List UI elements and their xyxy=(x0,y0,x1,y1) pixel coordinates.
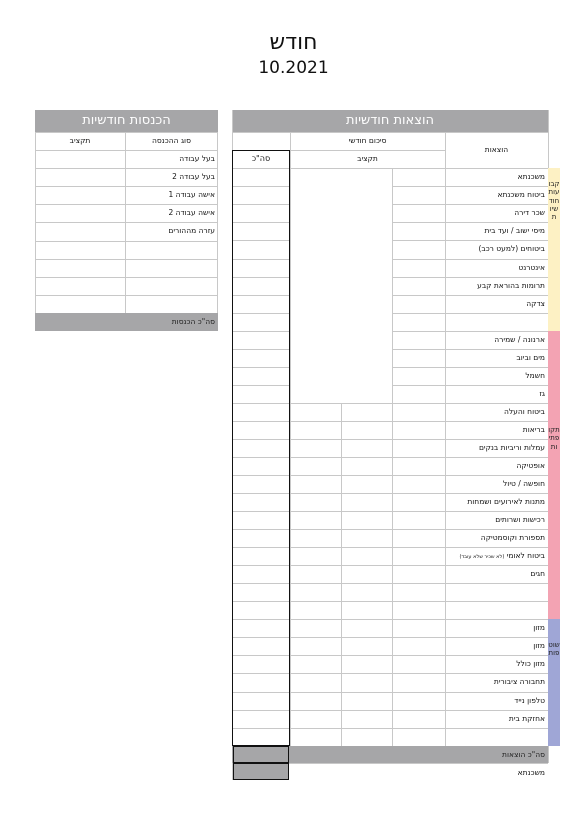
income-budget-cell[interactable] xyxy=(35,222,125,240)
exp-col-line xyxy=(341,403,342,746)
exp-col-total: סה"כ xyxy=(251,154,271,163)
expense-row-label: מים וביוב xyxy=(516,353,545,362)
expense-row-label: ביטוח והעלה xyxy=(503,407,545,416)
expense-row-label: טלפון נייד xyxy=(514,696,545,705)
exp-col-summary: סיכום חודשי xyxy=(348,136,387,145)
expense-row-label: מזון כולל xyxy=(516,659,545,668)
page-date: 10.2021 xyxy=(258,58,329,78)
income-row-label: עזרה מההורים xyxy=(168,226,215,235)
exp-col-budget: תקציב xyxy=(357,154,378,163)
expense-row-label: תחבורה ציבורית xyxy=(493,677,545,686)
income-budget-cell[interactable] xyxy=(35,150,125,168)
expense-row-label: מזון xyxy=(533,623,545,632)
fixed-band-label: קבועות חודשיות xyxy=(548,180,560,222)
income-budget-cell[interactable] xyxy=(35,168,125,186)
income-row-label: בעל עבודה 2 xyxy=(172,172,215,181)
income-row-line xyxy=(35,132,218,133)
summary-merged-cell[interactable] xyxy=(291,169,392,403)
expense-row-label: ביטוח משכנתא xyxy=(497,190,545,199)
expense-row-label-with-note xyxy=(445,547,548,565)
exp-col-line xyxy=(392,168,393,746)
income-row-label xyxy=(125,277,218,295)
expense-row-label: מתנות לאירועים ושמחות xyxy=(467,497,545,506)
expense-row-label: גז xyxy=(539,389,545,398)
periodic-band-label: תקופתיות xyxy=(548,426,560,451)
current-band-label: שוטפות xyxy=(548,641,560,658)
expense-row-label xyxy=(445,583,548,601)
current-band xyxy=(548,619,560,746)
income-row-label: אישה עבודה 2 xyxy=(168,208,215,217)
income-budget-cell[interactable] xyxy=(35,204,125,222)
expense-row-label: מזון xyxy=(533,641,545,650)
expense-row-label: ביטוחים (למעט רכב) xyxy=(478,244,545,253)
expense-row-label: מיסי ישוב / ועד בית xyxy=(484,226,545,235)
expense-row-label xyxy=(445,601,548,619)
income-row-label: אישה עבודה 1 xyxy=(168,190,215,199)
expenses-total-value[interactable] xyxy=(233,746,289,763)
expenses-header: הוצאות חודשיות xyxy=(232,110,548,132)
insurance-note: (לא שכיר שלא עובד) xyxy=(459,554,505,560)
expense-row-label: עמלות וריביות בנקים xyxy=(478,443,545,452)
expense-row-label: חגים xyxy=(530,569,545,578)
income-header: הכנסות חודשיות xyxy=(35,110,218,132)
income-row-label xyxy=(125,295,218,313)
income-row-label xyxy=(125,241,218,259)
income-col-line xyxy=(35,132,36,313)
periodic-band xyxy=(548,331,560,619)
income-budget-cell[interactable] xyxy=(35,186,125,204)
expense-row-label: רכישות ושרותים xyxy=(495,515,545,524)
expense-row-label: צדקה xyxy=(526,299,545,308)
income-col-budget: תקציב xyxy=(69,136,91,145)
expense-row-label: חופשה / טיול xyxy=(503,479,545,488)
expense-row-label xyxy=(445,313,548,331)
expense-row-label: משכנתא xyxy=(517,172,545,181)
expense-row-label: תרומות בהוראת קבע xyxy=(477,281,545,290)
expense-row-label: אינטרנט xyxy=(518,263,545,272)
expense-row-label: תספורת וקוסמטיקה xyxy=(480,533,545,542)
income-row-label: בעל עבודה xyxy=(179,154,215,163)
income-row-label xyxy=(125,259,218,277)
income-col-line xyxy=(125,132,126,313)
income-col-line xyxy=(217,132,218,313)
expense-row-label: ביטוח לאומי xyxy=(506,551,545,560)
income-col-type: סוג ההכנסה xyxy=(152,136,191,145)
expense-row-label: ארנונה / שמירה xyxy=(494,335,545,344)
page-title: חודש xyxy=(269,30,318,55)
income-total-label: סה"כ הכנסות xyxy=(171,317,215,326)
expense-row-label: שכר דירה xyxy=(514,208,545,217)
income-budget-cell[interactable] xyxy=(35,295,125,313)
expense-row-label: אחזקת בית xyxy=(508,714,545,723)
income-budget-cell[interactable] xyxy=(35,259,125,277)
expenses-total-label: סה"כ הוצאות xyxy=(502,750,545,759)
income-budget-cell[interactable] xyxy=(35,241,125,259)
expense-row-label: חשמל xyxy=(525,371,545,380)
expense-row-label: בריאות xyxy=(522,425,545,434)
mortgage-total-value[interactable] xyxy=(233,763,289,780)
total-column-frame xyxy=(232,150,290,746)
expense-row-label xyxy=(445,728,548,746)
mortgage-total-label: משכנתא xyxy=(517,768,545,777)
expense-row-label: אופטיקה xyxy=(516,461,545,470)
exp-col-expenses: הוצאות xyxy=(484,145,509,154)
exp-col-line xyxy=(445,132,446,763)
income-budget-cell[interactable] xyxy=(35,277,125,295)
